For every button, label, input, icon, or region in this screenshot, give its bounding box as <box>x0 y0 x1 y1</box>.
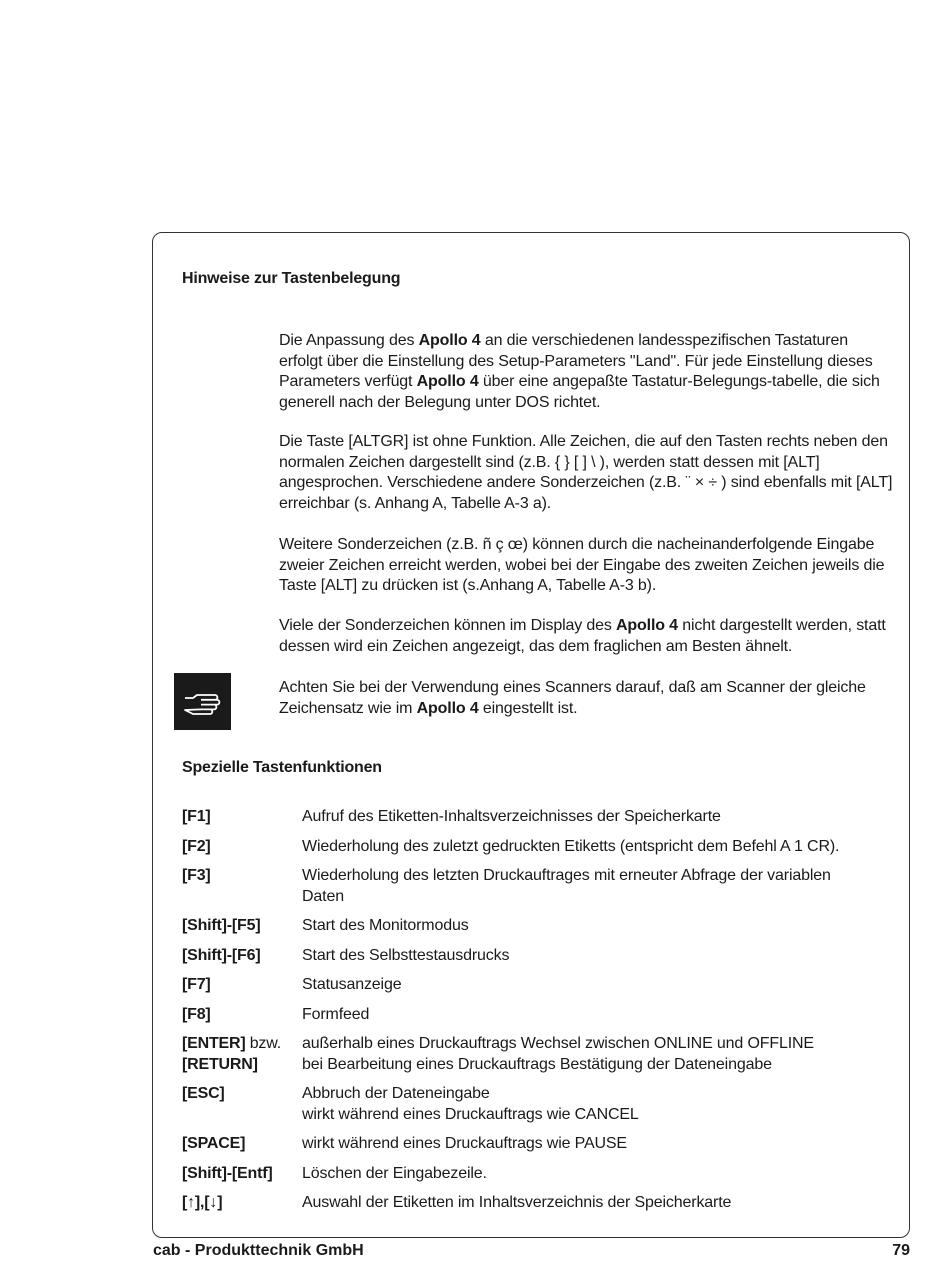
key-row <box>182 1193 882 1214</box>
key-description: Formfeed <box>302 1005 370 1023</box>
key-description: Wiederholung des letzten Druckauftrages mit erneuter Abfrage der variablen Daten <box>302 867 831 905</box>
key-row <box>182 1134 882 1155</box>
key-name: [Shift]-[F6] <box>182 946 261 964</box>
key-description: Löschen der Eingabezeile. <box>302 1164 487 1182</box>
page-number: 79 <box>892 1242 910 1259</box>
key-function-list <box>182 807 882 1223</box>
key-description: außerhalb eines Druckauftrags Wechsel zwischen ONLINE und OFFLINE bei Bearbeitung eines Druckauftrags Bestätigung der Dateneingabe <box>302 1035 814 1073</box>
paragraph-scanner-note: Achten Sie bei der Verwendung eines Scanners darauf, daß am Scanner der gleiche Zeichensatz wie im Apollo 4 eingestellt ist. <box>279 679 866 717</box>
footer-company: cab - Produkttechnik GmbH <box>153 1242 364 1259</box>
key-row <box>182 837 882 858</box>
key-description: Aufruf des Etiketten-Inhaltsverzeichnisses der Speicherkarte <box>302 808 721 825</box>
key-name: [F8] <box>182 1005 211 1023</box>
key-description: Statusanzeige <box>302 976 402 993</box>
key-row <box>182 946 882 967</box>
paragraph-display: Viele der Sonderzeichen können im Display des Apollo 4 nicht dargestellt werden, statt dessen wird ein Zeichen angezeigt, das dem fraglichen am Besten ähnelt. <box>279 617 886 655</box>
section-heading-keyboard-layout: Hinweise zur Tastenbelegung <box>182 270 401 287</box>
key-description: Start des Monitormodus <box>302 917 469 934</box>
key-name: [F2] <box>182 837 211 855</box>
key-description: wirkt während eines Druckauftrags wie PAUSE <box>302 1135 627 1152</box>
key-description: Wiederholung des zuletzt gedruckten Etiketts (entspricht dem Befehl A 1 CR). <box>302 837 840 855</box>
key-name: [F3] <box>182 867 211 884</box>
key-name: [ESC] <box>182 1085 225 1102</box>
key-name: [F1] <box>182 808 211 825</box>
key-row <box>182 1084 882 1125</box>
section-heading-special-keys: Spezielle Tastenfunktionen <box>182 759 382 776</box>
key-row <box>182 1164 882 1185</box>
key-name: [ENTER] bzw. [RETURN] <box>182 1035 281 1073</box>
key-row <box>182 1034 882 1075</box>
key-name: [↑],[↓] <box>182 1194 223 1211</box>
key-name: [Shift]-[F5] <box>182 917 261 934</box>
key-row <box>182 975 882 996</box>
key-name: [F7] <box>182 976 211 993</box>
pointing-hand-icon <box>174 673 231 730</box>
key-row <box>182 916 882 937</box>
key-row <box>182 866 882 907</box>
key-row <box>182 1005 882 1026</box>
key-name: [SPACE] <box>182 1135 246 1152</box>
paragraph-adaptation: Die Anpassung des Apollo 4 an die verschiedenen landesspezifischen Tastaturen erfolgt über die Einstellung des Setup-Parameters "Land". Für jede Einstellung dieses Parameters verfügt Apollo 4 über eine angepaßte Tastatur-Belegungs-tabelle, die sich generell nach der Belegung unter DOS richtet. <box>279 332 880 411</box>
paragraph-altgr: Die Taste [ALTGR] ist ohne Funktion. Alle Zeichen, die auf den Tasten rechts neben den normalen Zeichen dargestellt sind (z.B. { } [ ] \ ), werden statt dessen mit [ALT] angesprochen. Verschiedene andere Sonderzeichen (z.B. ¨ × ÷ ) sind ebenfalls mit [ALT] erreichbar (s. Anhang A, Tabelle A-3 a). <box>279 433 893 512</box>
key-description: Auswahl der Etiketten im Inhaltsverzeichnis der Speicherkarte <box>302 1194 732 1211</box>
key-description: Start des Selbsttestausdrucks <box>302 946 510 964</box>
key-description: Abbruch der Dateneingabe wirkt während eines Druckauftrags wie CANCEL <box>302 1085 639 1123</box>
key-name: [Shift]-[Entf] <box>182 1164 273 1182</box>
paragraph-special-chars: Weitere Sonderzeichen (z.B. ñ ç œ) können durch die nacheinanderfolgende Eingabe zweier Zeichen erreicht werden, wobei bei der Eingabe des zweiten Zeichen jeweils die Taste [ALT] zu drücken ist (s.Anhang A, Tabelle A-3 b). <box>279 536 885 594</box>
key-row <box>182 807 882 828</box>
